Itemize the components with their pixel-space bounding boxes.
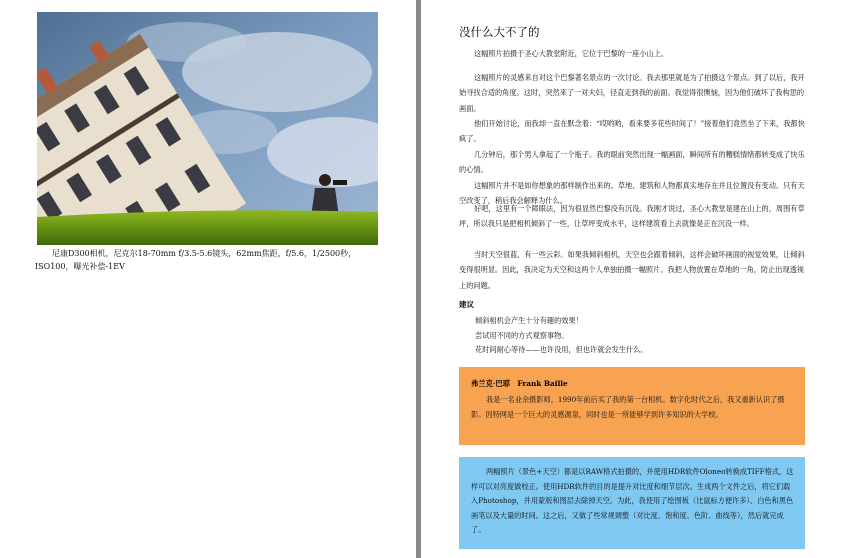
author-box <box>459 367 805 445</box>
suggestion-item: 花时间耐心等待——也许没用，但也许就会发生什么。 <box>475 345 648 354</box>
tilted-building-photo <box>37 12 378 245</box>
suggestion-item: 倾斜相机会产生十分有趣的效果！ <box>475 316 583 325</box>
technique-box <box>459 457 805 549</box>
paragraph: 这幅照片的灵感来自对这个巴黎著名景点的一次讨论。我去那里就是为了拍摄这个景点。到了以后，我开始寻找合适的角度。这时，突然来了一对夫妇，径直走到我的前面。我觉得很懊恼，因为他们破坏了我构思的画面。 <box>459 73 805 113</box>
paragraph: 这幅照片拍摄于圣心大教堂附近，它位于巴黎的一座小山上。 <box>474 49 669 58</box>
technique-text: 两幅照片（景色+天空）都是以RAW格式拍摄的，并使用HDR软件Oloneo转换成TIFF格式，这样可以对亮度做校正。使用HDR软件的目的是提升对比度和细节层次。生成两个文件之后，将它们载入Photoshop，并用蒙版和图层去除掉天空。为此，我使用了绘图板（比鼠标方便许多）、白色和黑色画笔以及大量的时间。这之后，又做了些常规调整（对比度、饱和度、色阶、曲线等），然后就完成了。 <box>471 467 794 535</box>
author-name: 弗兰克·巴耶 Frank Baille <box>471 379 568 388</box>
suggestion-item: 尝试用不同的方式观察事物。 <box>475 331 569 340</box>
paragraph: 他们开始讨论，而我却一直在默念着：“哎哟哟，看来要多花些时间了！”接着他们竟然坐了下来，我都快疯了。 <box>459 119 805 144</box>
article-title: 没什么大不了的 <box>459 25 540 39</box>
paragraph: 当时天空很蓝，有一些云彩。如果我倾斜相机，天空也会跟着倾斜，这样会破坏画面的视觉效果，让倾斜变得很明显。因此，我决定为天空和这两个人单独拍摄一幅照片。我把人物放置在草地的一角，防止出现透视上的问题。 <box>459 250 805 290</box>
paragraph: 几分钟后，那个男人拿起了一个瓶子。我的眼前突然出现一幅画面，瞬间所有的糟糕情绪都转变成了快乐的心情。 <box>459 150 805 175</box>
photo-caption: 尼康D300相机，尼克尔18-70mm f/3.5-5.6镜头，62mm焦距，f/5.6，1/2500秒，ISO100，曝光补偿-1EV <box>35 249 357 271</box>
paragraph: 好吧，这里有一个障眼法，因为很显然巴黎没有沉没。我刚才说过，圣心大教堂是建在山上的，周围有草坪，所以我只是把相机倾斜了一些，让草坪变成水平，这样建筑看上去就像是正在沉没一样。 <box>459 204 805 229</box>
suggestions-heading: 建议 <box>459 300 474 309</box>
photo-illustration <box>37 12 378 245</box>
paragraph: 这幅照片并不是如你想象的那样制作出来的。草地、建筑和人物都真实地存在并且位置没有变动。只有天空改变了，稍后我会解释为什么。 <box>459 181 805 206</box>
author-bio: 我是一名业余摄影师，1990年前后买了我的第一台相机。数字化时代之后，我又重新认识了摄影。因特网是一个巨大的灵感源泉，同时也是一所能够学到许多知识的大学校。 <box>471 395 785 419</box>
